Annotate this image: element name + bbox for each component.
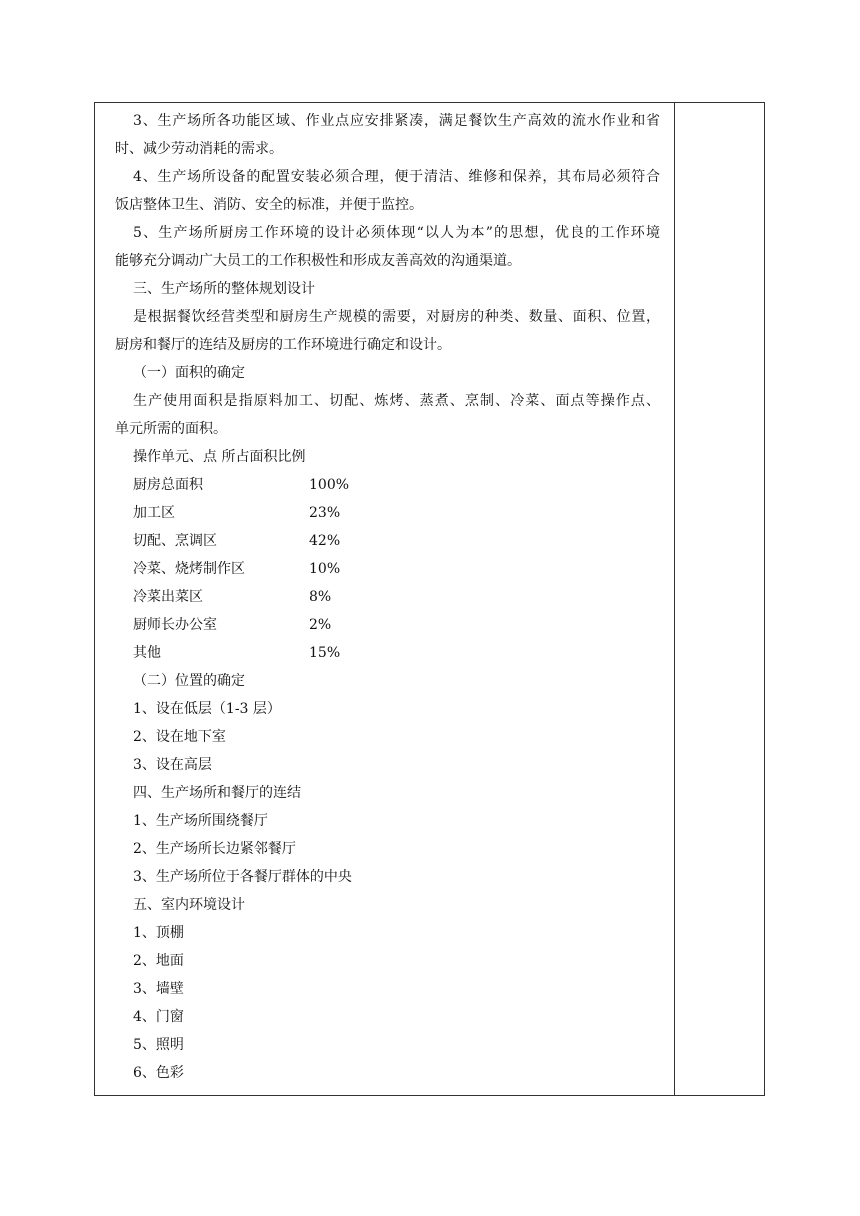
area-unit: 其他 [133, 645, 161, 661]
outline-line: （二）位置的确定 [133, 673, 245, 689]
paragraph-line: 是根据餐饮经营类型和厨房生产规模的需要，对厨房的种类、数量、面积、位置， [133, 309, 660, 325]
outline-line: 3、设在高层 [133, 757, 212, 773]
area-unit: 冷菜出菜区 [133, 589, 203, 605]
outline-line: 3、墙壁 [133, 981, 184, 997]
paragraph-line: 时、减少劳动消耗的需求。 [115, 141, 283, 157]
area-percent: 23% [309, 505, 341, 521]
side-cell [675, 103, 765, 1095]
paragraph-line: 5、生产场所厨房工作环境的设计必须体现“以人为本”的思想，优良的工作环境 [133, 225, 660, 241]
outline-line: 6、色彩 [133, 1065, 184, 1081]
paragraph-line: （一）面积的确定 [133, 365, 245, 381]
outline-line: 2、生产场所长边紧邻餐厅 [133, 841, 296, 857]
paragraph-line: 饭店整体卫生、消防、安全的标准，并便于监控。 [115, 197, 423, 213]
area-unit: 厨房总面积 [133, 477, 203, 493]
area-unit: 加工区 [133, 505, 175, 521]
outline-line: 5、照明 [133, 1037, 184, 1053]
paragraph-line: 厨房和餐厅的连结及厨房的工作环境进行确定和设计。 [115, 337, 451, 353]
content-table [94, 102, 765, 1096]
outline-line: 2、地面 [133, 953, 184, 969]
area-percent: 10% [309, 561, 341, 577]
area-percent: 15% [309, 645, 341, 661]
area-unit: 切配、烹调区 [133, 533, 217, 549]
area-percent: 42% [309, 533, 341, 549]
paragraph-line: 三、生产场所的整体规划设计 [133, 281, 315, 297]
paragraph-line: 3、生产场所各功能区域、作业点应安排紧凑，满足餐饮生产高效的流水作业和省 [133, 113, 660, 129]
paragraph-line: 操作单元、点 所占面积比例 [133, 449, 306, 465]
outline-line: 4、门窗 [133, 1009, 184, 1025]
area-percent: 2% [309, 617, 332, 633]
paragraph-line: 4、生产场所设备的配置安装必须合理，便于清洁、维修和保养，其布局必须符合 [133, 169, 660, 185]
outline-line: 1、生产场所围绕餐厅 [133, 813, 268, 829]
outline-line: 3、生产场所位于各餐厅群体的中央 [133, 869, 352, 885]
area-unit: 厨师长办公室 [133, 617, 217, 633]
outline-line: 1、顶棚 [133, 925, 184, 941]
paragraph-line: 单元所需的面积。 [115, 421, 227, 437]
outline-line: 2、设在地下室 [133, 729, 226, 745]
outline-line: 四、生产场所和餐厅的连结 [133, 785, 301, 801]
area-percent: 8% [309, 589, 332, 605]
area-percent: 100% [309, 477, 350, 493]
outline-line: 五、室内环境设计 [133, 897, 245, 913]
paragraph-line: 生产使用面积是指原料加工、切配、炼烤、蒸煮、烹制、冷菜、面点等操作点、 [133, 393, 660, 409]
paragraph-line: 能够充分调动广大员工的工作积极性和形成友善高效的沟通渠道。 [115, 253, 521, 269]
area-unit: 冷菜、烧烤制作区 [133, 561, 245, 577]
outline-line: 1、设在低层（1-3 层） [133, 701, 281, 717]
